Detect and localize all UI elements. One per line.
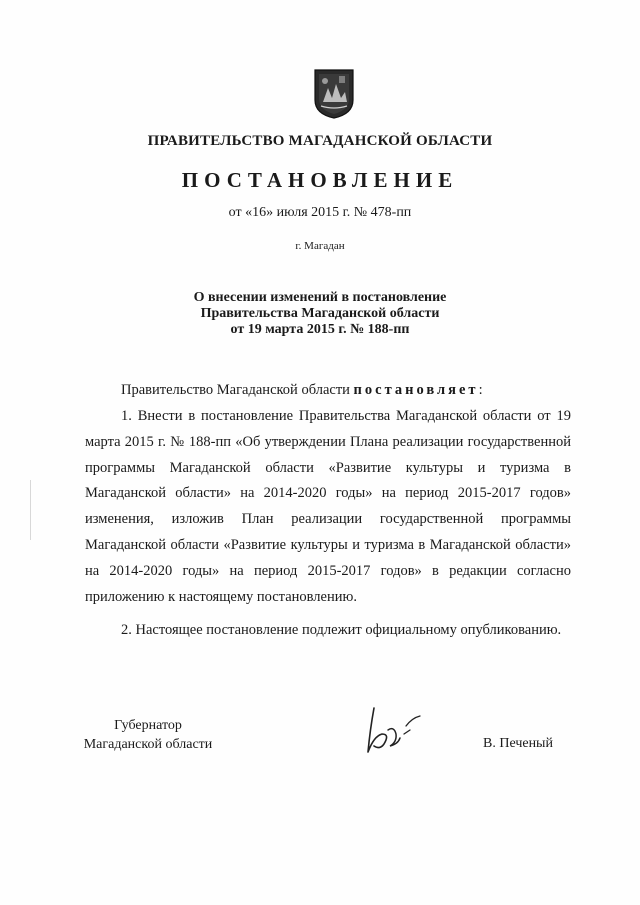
document-type-heading: ПОСТАНОВЛЕНИЕ [181, 168, 459, 192]
preamble-colon: : [478, 382, 483, 398]
handwritten-signature [360, 700, 430, 760]
position-line: Губернатор [114, 718, 182, 733]
preamble [121, 382, 581, 399]
resolution-item-1: 1. Внести в постановление Правительства Магаданской области от 19 марта 2015 г. № 188-пп «Об утверждении Плана реализации государственной программы Магаданской области «Развитие культуры и туризма в Магаданской области» на 2014-2020 годы» на период 2015-2017 годов» изменения, изложив План реализации государственной программы Магаданской области «Развитие культуры и туризма в Магаданской области» на 2014-2020 годы» на период 2015-2017 годов» в редакции согласно приложению к настоящему постановлению. [85, 408, 571, 605]
document-subject [0, 290, 640, 338]
organization-title: ПРАВИТЕЛЬСТВО МАГАДАНСКОЙ ОБЛАСТИ [147, 133, 493, 149]
document-date-number: от «16» июля 2015 г. № 478-пп [228, 205, 412, 220]
signatory-position [78, 716, 218, 754]
document-city: г. Магадан [295, 240, 345, 252]
preamble-lead: Правительство Магаданской области [121, 382, 354, 398]
position-line: Магаданской области [83, 737, 213, 752]
subject-line: О внесении изменений в постановление [193, 290, 447, 305]
signatory-name: В. Печеный [483, 736, 553, 751]
coat-of-arms-emblem [313, 68, 355, 120]
scan-margin-mark [30, 480, 31, 540]
subject-line: от 19 марта 2015 г. № 188-пп [230, 322, 410, 337]
resolution-item-2: 2. Настоящее постановление подлежит официальному опубликованию. [121, 622, 562, 638]
subject-line: Правительства Магаданской области [200, 306, 440, 321]
preamble-resolves: постановляет [353, 382, 479, 398]
